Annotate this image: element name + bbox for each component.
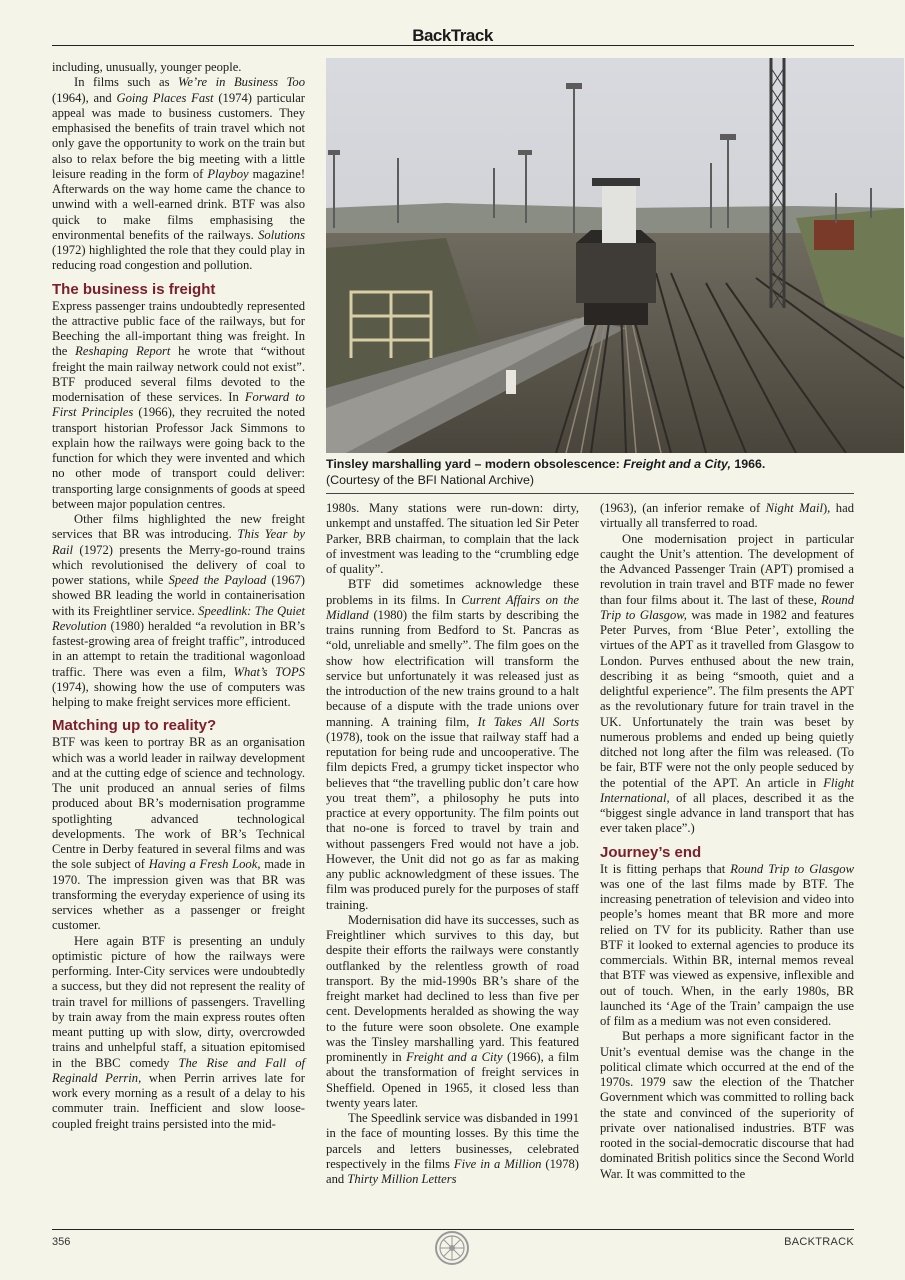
paragraph: In films such as We’re in Business Too (1964), and Going Places Fast (1974) particular appeal was made to business customers. They emphasised the benefits of train travel which not only gave the opportunity to work on the train but also to relax before the big meeting with a little leisure reading in the form of Playboy magazine! Afterwards on the way home came the chance to unwind with a well-earned drink. BTF was also quick to make films emphasising the environmental benefits of the railways. Solutions (1972) highlighted the role that they could play in reducing road congestion and pollution. <box>52 75 306 273</box>
publication-name: BACKTRACK <box>784 1236 854 1248</box>
tv-title: The Rise and Fall of Reginald Perrin, <box>52 1055 305 1085</box>
paragraph: One modernisation project in particular caught the Unit’s attention. The development of the Advanced Passenger Train (APT) promised a revolution in train travel and BTF made no fewer than four films about it. The last of these, Round Trip to Glasgow, was made in 1982 and features Peter Purves, from ‘Blue Peter’, extolling the virtues of the APT as it travelled from Glasgow to London. Purves enthused about the new train, describing it as being “smooth, quiet and a delightful experience”. The film presents the APT as the revolutionary future for train travel in the UK. Unfortunately the train was beset by numerous problems and ended up being quietly ditched not long after the film was released. (To be fair, BTF were not the only people seduced by the potential of the APT. An article in Flight International, of all places, described it as the “biggest single advance in land transport that has ever taken place”.) <box>600 531 854 836</box>
caption-film-title: Freight and a City, <box>623 457 731 471</box>
caption-year: 1966. <box>734 457 766 471</box>
film-title: Current Affairs on the Midland <box>326 592 579 622</box>
film-title: Round Trip to Glasgow, <box>600 592 854 622</box>
film-title: Going Places Fast <box>116 90 214 105</box>
paragraph: 1980s. Many stations were run-down: dirty, unkempt and unstaffed. The situation led Sir Peter Parker, BRB chairman, to complain that the lack of investment was leading to the “crumbling edge of quality”. <box>326 501 579 576</box>
paragraph: BTF was keen to portray BR as an organisation which was a world leader in railway development and at the cutting edge of science and technology. The unit produced an annual series of films produced about BR’s modernisation programme spotlighting advanced technological developments. The work of BR’s Technical Centre in Derby featured in several films and was the sole subject of Having a Fresh Look, made in 1970. The impression given was that BR was transforming the everyday experience of using its services whether as a passenger or freight customer. <box>52 735 305 933</box>
paragraph: Here again BTF is presenting an unduly optimistic picture of how the railways were performing. Inter-City services were undoubtedly a success, but they did not represent the reality of train travel for millions of passengers. Travelling by train away from the main express routes often meant putting up with slow, dirty, overcrowded trains and unhelpful staff, a situation epitomised in the BBC comedy The Rise and Fall of Reginald Perrin, when Perrin arrives late for work every morning as a result of a delay to his commuter train. Inefficient and slow loose-coupled freight trains persisted into the mid- <box>52 933 305 1131</box>
film-title: Speed the Payload <box>168 573 267 587</box>
column-2 <box>326 501 579 1187</box>
photo-caption <box>326 456 886 488</box>
paragraph: Express passenger trains undoubtedly represented the attractive public face of the railways, but for Beeching the all-important thing was freight. In the Reshaping Report he wrote that “without freight the main railway network could not exist”. BTF produced several films devoted to the modernisation of these services. In Forward to First Principles (1966), they recruited the noted transport historian Professor Jack Simmons to explain how the railways were going back to the function for which they were invented and which no other mode of transport could deliver: transporting large consignments of goods at speed between major population centres. <box>52 298 305 511</box>
magazine-title: Flight International, <box>600 775 854 805</box>
film-title: It Takes All Sorts <box>477 714 579 729</box>
paragraph: including, unusually, younger people. <box>52 60 242 74</box>
paragraph: Modernisation did have its successes, such as Freightliner which survives to this day, but despite their efforts the railways were constantly outflanked by the relentless growth of road transport. By the mid-1990s BR’s share of the freight market had declined to less than five per cent. Developments heralded as showing the way to the future were soon obsolete. One example was the Tinsley marshalling yard. This featured prominently in Freight and a City (1966), a film about the transformation of freight services in Sheffield. Opened in 1965, it closed less than twenty years later. <box>326 912 580 1110</box>
paragraph: BTF did sometimes acknowledge these problems in its films. In Current Affairs on the Midland (1980) the film starts by describing the trains running from Bedford to St. Pancras as “old, unreliable and smelly”. The film goes on the show how electrification will transform the service but unfortunately it was released just as the introduction of the new trains ground to a halt because of a dispute with the trade unions over manning. A training film, It Takes All Sorts (1978), took on the issue that railway staff had a reputation for being rude and uncooperative. The film depicts Fred, a grumpy ticket inspector who believes that “the travelling public don’t care how you treat them”, a philosophy he puts into practice at every opportunity. The film points out that no-one is forced to travel by train and without passengers Fred would not have a job. However, the Unit did not go as far as making any public acknowledgment of these issues. The film was produced purely for the purposes of staff training. <box>326 577 579 912</box>
caption-credit: (Courtesy of the BFI National Archive) <box>326 473 534 487</box>
section-heading: The business is freight <box>52 280 216 298</box>
film-title: Freight and a City <box>406 1050 503 1064</box>
paragraph: The Speedlink service was disbanded in 1991 in the face of mounting losses. By this time the parcels and letters businesses, celebrated respectively in the films Five in a Million (1978) and Thirty Million Letters <box>326 1111 579 1186</box>
page-number: 356 <box>52 1236 71 1248</box>
column-3 <box>600 501 854 1182</box>
film-title: Speedlink: The Quiet Revolution <box>52 603 305 633</box>
caption-lead: Tinsley marshalling yard – modern obsolescence: <box>326 457 620 471</box>
film-title: Having a Fresh Look, <box>148 857 261 872</box>
masthead-logo: BackTrack <box>412 26 493 45</box>
section-heading: Matching up to reality? <box>52 717 217 735</box>
film-title: We’re in Business Too <box>178 75 305 90</box>
film-title: Solutions <box>258 227 305 242</box>
column-1 <box>52 60 305 1132</box>
film-title: Night Mail <box>765 501 823 515</box>
film-title: What’s TOPS <box>233 664 305 679</box>
film-title: Round Trip to Glasgow <box>730 861 854 876</box>
wheel-emblem-icon <box>434 1230 470 1266</box>
film-title: Forward to First Principles <box>52 390 305 420</box>
header-rule <box>52 45 854 46</box>
paragraph: (1963), (an inferior remake of Night Mail), had virtually all transferred to road. <box>600 501 854 531</box>
paragraph: It is fitting perhaps that Round Trip to Glasgow was one of the last films made by BTF. The increasing penetration of television and video into people’s homes meant that BR more and more relied on TV for its publicity. Rather than use BTF it looked to external agencies to produce its commercials. Within BR, internal memos reveal that BTF was viewed as expensive, inflexible and out of touch. When, in the early 1980s, BR launched its ‘Age of the Train’ campaign the use of film as a medium was not even considered. <box>600 861 854 1028</box>
magazine-title: Playboy <box>207 166 249 181</box>
caption-rule <box>326 493 854 494</box>
section-heading: Journey’s end <box>600 843 702 861</box>
film-title: This Year by Rail <box>52 527 305 557</box>
paragraph: But perhaps a more significant factor in the Unit’s eventual demise was the change in the political climate which occurred at the end of the 1970s. 1979 saw the election of the Thatcher Government which was committed to rolling back the state and convinced of the superiority of private over nationalised industries. BTF was rooted in the social-democratic discourse that had dominated British politics since the Second World War. It was committed to the <box>600 1029 854 1181</box>
film-title: Five in a Million <box>453 1156 542 1171</box>
paragraph: Other films highlighted the new freight services that BR was introducing. This Year by Rail (1972) presents the Merry-go-round trains which revolutionised the delivery of coal to power stations, while Speed the Payload (1967) showed BR leading the world in containerisation with its Freightliner service. Speedlink: The Quiet Revolution (1980) heralded “a revolution in BR’s fastest-growing area of freight traffic”, introduced in an attempt to retain the traditional wagonload traffic. There was even a film, What’s TOPS (1974), showing how the use of computers was helping to make freight services more efficient. <box>52 512 305 709</box>
film-title: Thirty Million Letters <box>347 1172 457 1186</box>
photo-tinsley-yard <box>326 58 904 453</box>
report-title: Reshaping Report <box>75 344 171 359</box>
